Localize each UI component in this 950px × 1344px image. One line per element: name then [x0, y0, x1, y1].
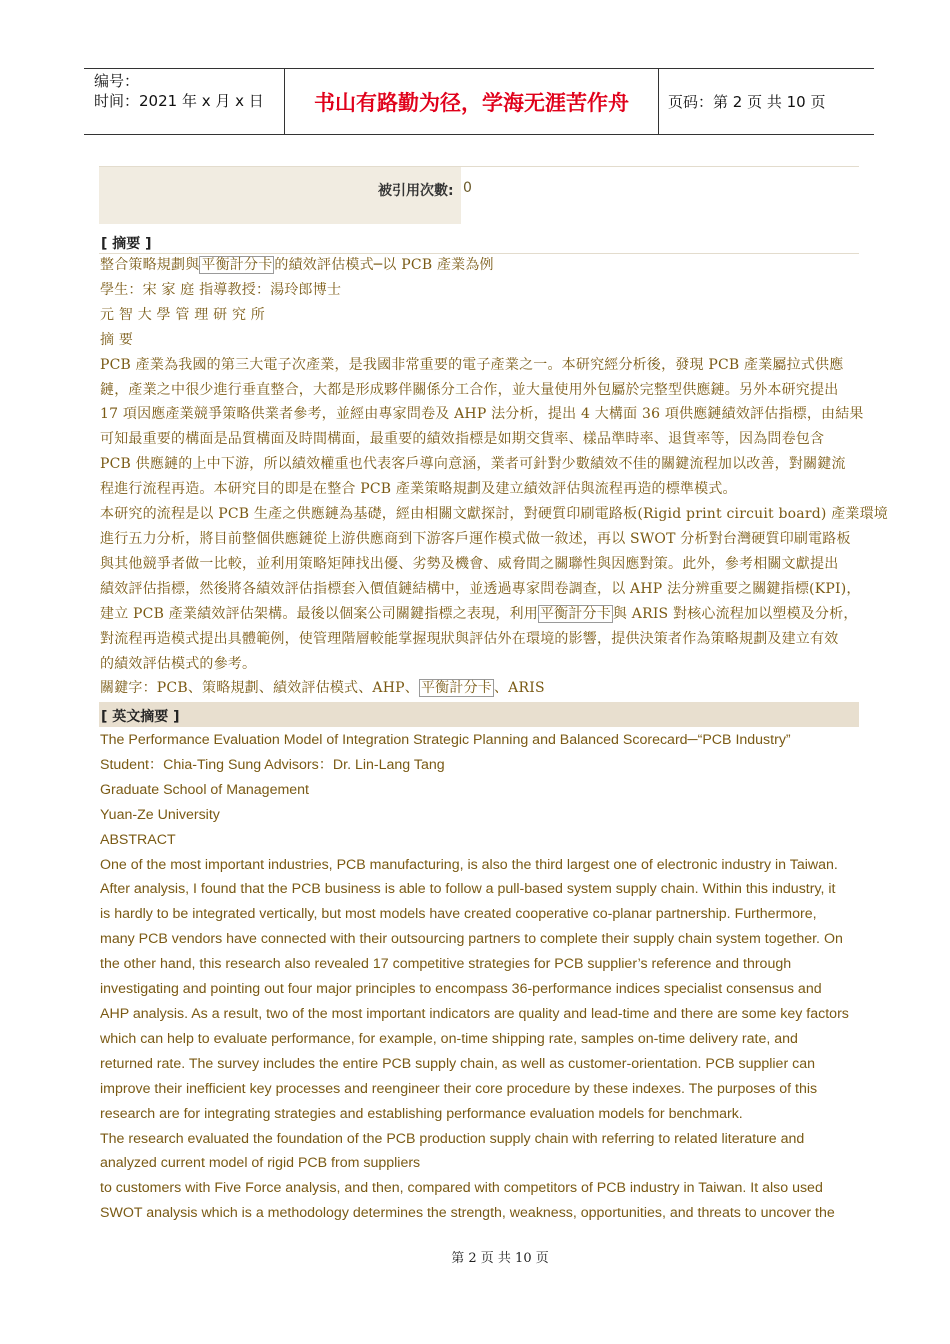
english-abstract-line: is hardly to be integrated vertically, but most models have created cooperative co-planar partnership. Furthermore,: [100, 906, 817, 923]
english-abstract-line: Graduate School of Management: [100, 781, 310, 798]
abstract-line: [100, 577, 860, 602]
english-abstract-line: ABSTRACT: [100, 831, 176, 848]
english-abstract-line: which can help to evaluate performance, for example, on-time shipping rate, samples on-time delivery rate, and: [100, 1030, 798, 1047]
abstract-text: 關鍵字：PCB、策略規劃、績效評估模式、AHP、: [100, 680, 419, 697]
abstract-text: 與其他競爭者做一比較，並利用策略矩陣找出優、劣勢及機會、威脅間之關聯性與因應對策。此外，參考相關文獻提出: [100, 555, 839, 572]
abstract-text: 建立 PCB 產業績效評估架構。最後以個案公司關鍵指標之表現，利用: [100, 605, 538, 622]
abstract-line: [100, 378, 860, 403]
english-abstract-line: the other hand, this research also revealed 17 competitive strategies for PCB supplier’s reference and through: [100, 956, 792, 973]
english-abstract-line: returned rate. The survey includes the entire PCB supply chain, as well as customer-orientation. PCB supplier can: [100, 1055, 815, 1072]
abstract-line: [100, 602, 860, 627]
abstract-text: 程進行流程再造。本研究目的即是在整合 PCB 產業策略規劃及建立績效評估與流程再造的標準模式。: [100, 481, 737, 498]
abstract-text: PCB 供應鏈的上中下游，所以績效權重也代表客戶導向意涵，業者可針對少數績效不佳的關鍵流程加以改善，對關鍵流: [100, 456, 846, 473]
abstract-line: [100, 502, 888, 527]
english-abstract-body: [100, 728, 860, 1226]
abstract-line: [100, 676, 860, 701]
abstract-text: 的績效評估模式的參考。: [100, 655, 257, 672]
abstract-line: [100, 253, 860, 278]
highlighted-keyword: 平衡計分卡: [420, 680, 492, 697]
abstract-text: 、ARIS: [493, 680, 545, 697]
abstract-text: 進行五力分析，將目前整個供應鏈從上游供應商到下游客戶運作模式做一敘述，再以 SWOT 分析對台灣硬質印刷電路板: [100, 530, 851, 547]
chinese-abstract-body: [100, 253, 888, 701]
header-page-info: 页码：第 2 页 共 10 页: [668, 93, 826, 111]
abstract-line: [100, 328, 860, 353]
english-abstract-line: SWOT analysis which is a methodology determines the strength, weakness, opportunities, and threats to uncover the: [100, 1205, 835, 1222]
english-abstract-line: investigating and pointing out four major principles to encompass 36-performance indices specialist consensus and: [100, 981, 822, 998]
english-abstract-line: The research evaluated the foundation of the PCB production supply chain with referring to related literature and: [100, 1130, 805, 1147]
english-abstract-line: improve their inefficient key processes and reengineer their core procedure by these indexes. The purposes of this: [100, 1080, 818, 1097]
abstract-line: [100, 452, 860, 477]
abstract-line: [100, 353, 860, 378]
english-abstract-line: Yuan-Ze University: [100, 806, 220, 823]
page-header: [84, 68, 874, 135]
abstract-text: 整合策略規劃與: [100, 257, 200, 273]
citation-count: 0: [461, 167, 859, 224]
english-abstract-line: many PCB vendors have connected with their outsourcing partners to complete their supply chain system together. On: [100, 931, 843, 948]
english-abstract-line: research are for integrating strategies and establishing performance evaluation models for benchmark.: [100, 1105, 743, 1122]
page-footer: 第 2 页 共 10 页: [451, 1251, 549, 1266]
abstract-heading: [ 摘要 ]: [99, 229, 859, 254]
abstract-line: [100, 477, 860, 502]
abstract-text: 可知最重要的構面是品質構面及時間構面，最重要的績效指標是如期交貨率、樣品準時率、退貨率等，因為問卷包含: [100, 431, 825, 448]
abstract-line: [100, 527, 860, 552]
abstract-text: 與 ARIS 對核心流程加以塑模及分析，: [612, 605, 858, 622]
abstract-line: [100, 278, 860, 303]
abstract-line: [100, 303, 860, 328]
english-abstract-line: Student：Chia-Ting Sung Advisors：Dr. Lin-Lang Tang: [100, 756, 445, 773]
highlighted-keyword: 平衡計分卡: [201, 257, 273, 273]
english-abstract-line: The Performance Evaluation Model of Integration Strategic Planning and Balanced Scorecard─“PCB Industry”: [100, 732, 791, 748]
abstract-text: 元 智 大 學 管 理 研 究 所: [100, 306, 266, 323]
document-number-label: 编号：: [94, 72, 140, 90]
abstract-text: 對流程再造模式提出具體範例，使管理階層較能掌握現狀與評估外在環境的影響，提供決策者作為策略規劃及建立有效: [100, 630, 839, 647]
abstract-line: [100, 402, 864, 427]
abstract-text: 摘 要: [100, 331, 134, 348]
english-abstract-line: analyzed current model of rigid PCB from suppliers: [100, 1155, 421, 1172]
abstract-line: [100, 552, 860, 577]
abstract-text: 的績效評估模式─以 PCB 產業為例: [274, 257, 494, 273]
abstract-text: 鏈，產業之中很少進行垂直整合，大都是形成夥伴關係分工合作，並大量使用外包屬於完整型供應鏈。另外本研究提出: [100, 381, 839, 398]
citation-band: [99, 166, 859, 224]
abstract-line: [100, 627, 860, 652]
highlighted-keyword: 平衡計分卡: [539, 605, 611, 622]
english-abstract-line: After analysis, I found that the PCB business is able to follow a pull-based system supply chain. Within this industry, it: [100, 881, 836, 898]
abstract-line: [100, 652, 860, 677]
abstract-line: [100, 427, 860, 452]
header-meta: [84, 69, 285, 134]
abstract-text: PCB 產業為我國的第三大電子次產業，是我國非常重要的電子產業之一。本研究經分析後，發現 PCB 產業屬拉式供應: [100, 356, 844, 373]
abstract-text: 17 項因應產業競爭策略供業者參考，並經由專家問卷及 AHP 法分析，提出 4 大構面 36 項供應鏈績效評估指標，由結果: [100, 406, 864, 423]
citation-label: 被引用次數:: [378, 183, 454, 199]
abstract-text: 本研究的流程是以 PCB 生產之供應鏈為基礎，經由相關文獻探討，對硬質印刷電路板(Rigid print circuit board) 產業環境: [100, 506, 888, 523]
header-motto: 书山有路勤为径，学海无涯苦作舟: [285, 69, 659, 134]
abstract-text: 績效評估指標，然後將各績效評估指標套入價值鏈結構中，並透過專家問卷調查，以 AHP 法分辨重要之關鍵指標(KPI)，: [100, 580, 861, 597]
english-abstract-heading: [ 英文摘要 ]: [99, 702, 859, 727]
abstract-text: 學生：宋 家 庭 指導教授：湯玲郎博士: [100, 281, 342, 298]
document-date: 时间：2021 年 x 月 x 日: [94, 92, 264, 110]
english-abstract-line: One of the most important industries, PCB manufacturing, is also the third largest one of electronic industry in Taiwan.: [100, 856, 838, 873]
english-abstract-line: to customers with Five Force analysis, and then, compared with competitors of PCB industry in Taiwan. It also used: [100, 1180, 823, 1197]
english-abstract-line: AHP analysis. As a result, two of the most important indicators are quality and lead-time and there are some key factors: [100, 1005, 849, 1022]
